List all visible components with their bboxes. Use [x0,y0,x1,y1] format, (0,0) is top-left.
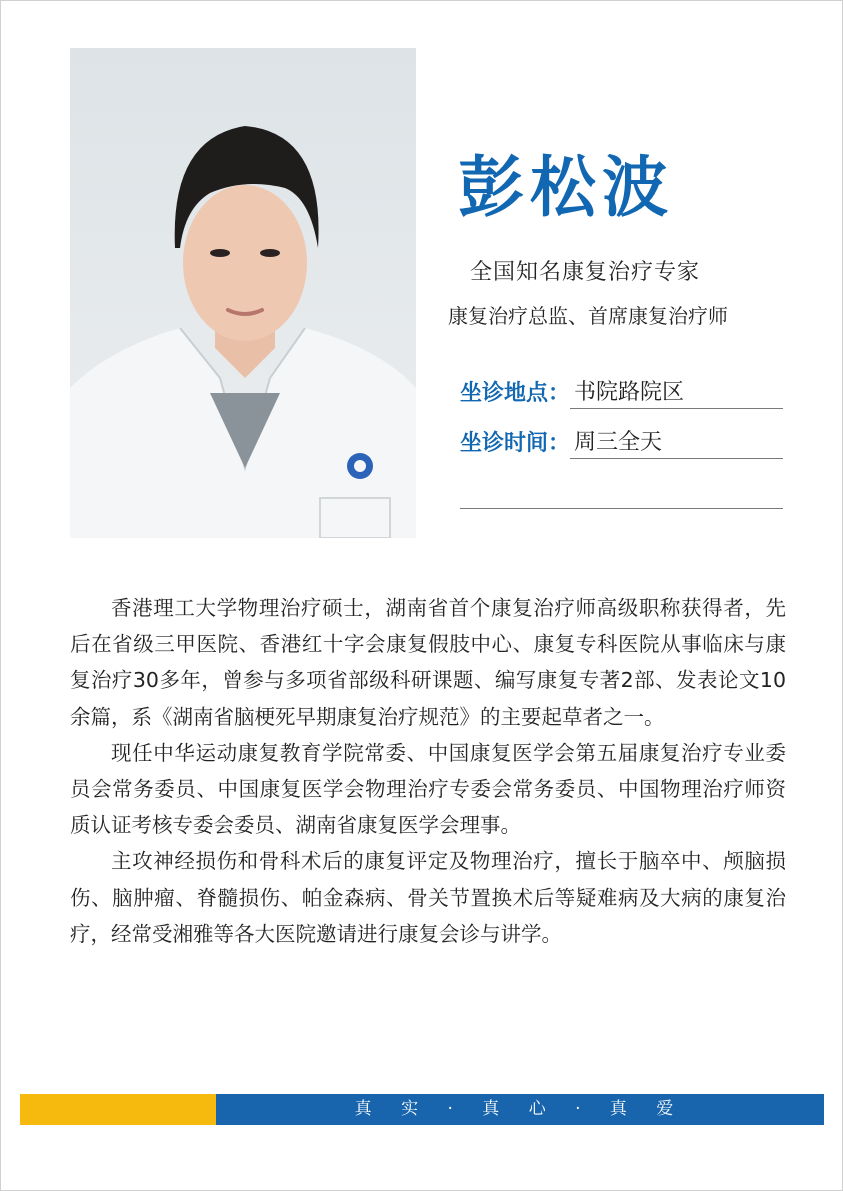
footer-slogan: 真 实 · 真 心 · 真 爱 [216,1094,824,1125]
info-time-row [460,423,783,459]
blank-underline [460,508,783,509]
doctor-title-secondary: 康复治疗总监、首席康复治疗师 [448,304,728,328]
bio-paragraph-3: 主攻神经损伤和骨科术后的康复评定及物理治疗，擅长于脑卒中、颅脑损伤、脑肿瘤、脊髓损伤、帕金森病、骨关节置换术后等疑难病及大病的康复治疗，经常受湘雅等各大医院邀请进行康复会诊与讲学。 [70,849,786,946]
location-value: 书院路院区 [570,378,783,409]
time-value: 周三全天 [570,428,783,459]
bio-paragraph-1: 香港理工大学物理治疗硕士，湖南省首个康复治疗师高级职称获得者，先后在省级三甲医院、香港红十字会康复假肢中心、康复专科医院从事临床与康复治疗30多年，曾参与多项省部级科研课题、编写康复专著2部、发表论文10余篇，系《湖南省脑梗死早期康复治疗规范》的主要起草者之一。 [70,596,786,729]
bio-paragraph-2: 现任中华运动康复教育学院常委、中国康复医学会第五届康复治疗专业委员会常务委员、中国康复医学会物理治疗专委会常务委员、中国物理治疗师资质认证考核专委会委员、湖南省康复医学会理事。 [70,740,786,838]
doctor-photo [70,48,416,538]
footer-bar [20,1094,824,1125]
info-location-row [460,373,783,409]
footer-yellow-block [20,1094,216,1125]
location-label: 坐诊地点： [460,381,571,406]
hospital-logo-icon [347,453,373,479]
doctor-title-primary: 全国知名康复治疗专家 [470,260,701,285]
doctor-name: 彭松波 [458,149,674,226]
doctor-bio [70,590,786,952]
time-label: 坐诊时间： [460,431,571,456]
